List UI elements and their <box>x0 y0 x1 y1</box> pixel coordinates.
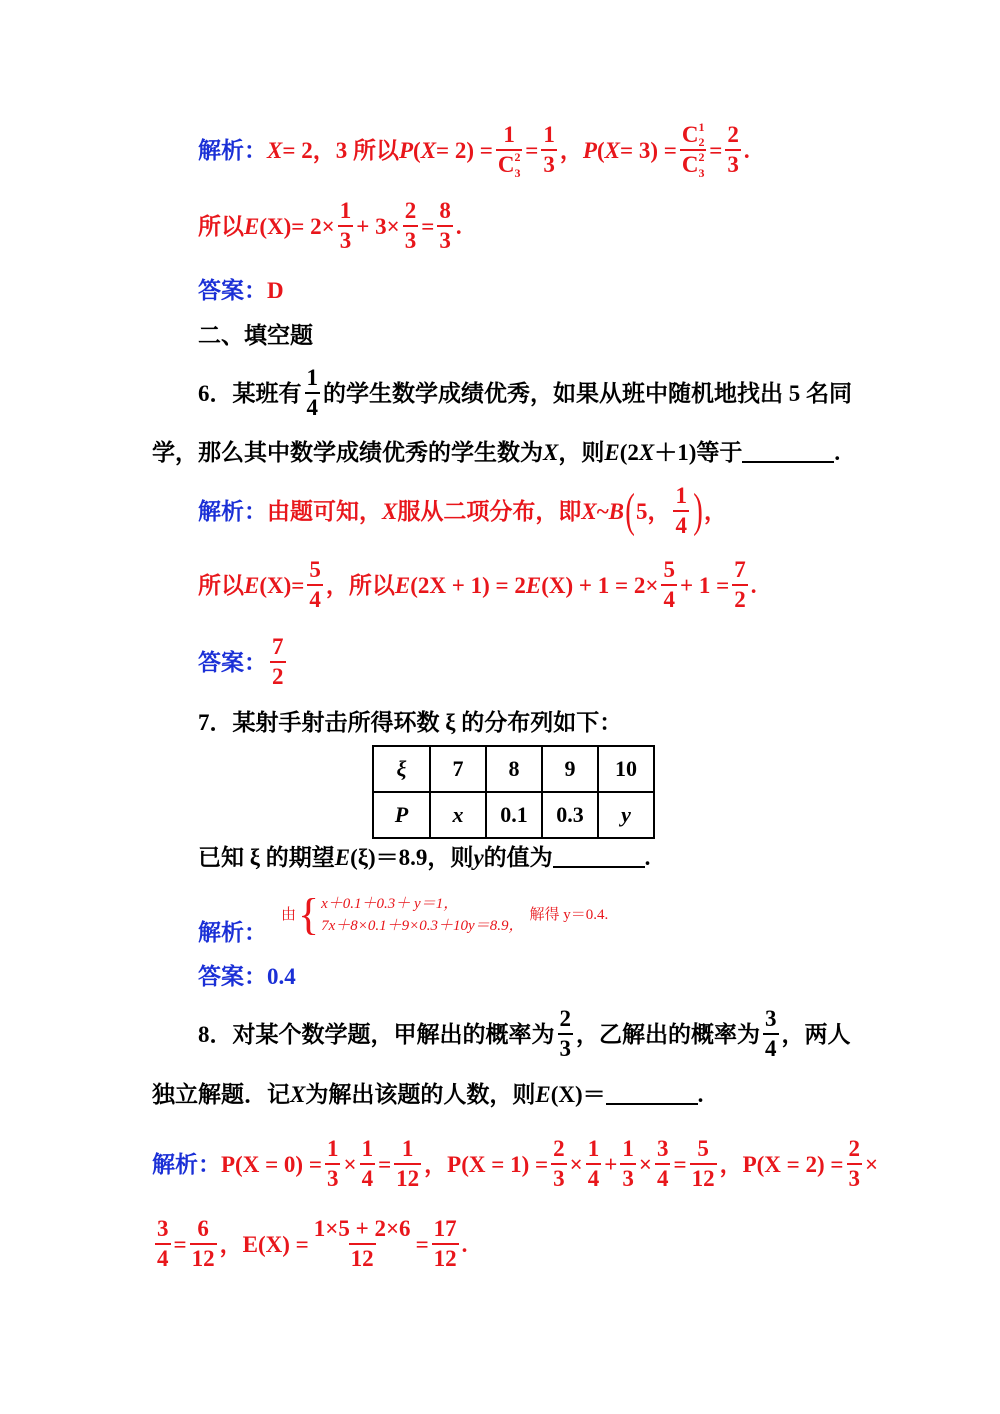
fraction <box>661 558 677 612</box>
table-cell: y <box>598 792 654 838</box>
q8-jiexi-line-2 <box>152 1215 467 1273</box>
q7-intro <box>198 708 622 736</box>
fraction <box>190 1217 217 1271</box>
numerator: 1 <box>401 1135 414 1161</box>
text: 独立解题．记 <box>152 1081 290 1107</box>
var-p: P <box>582 137 597 163</box>
times: × <box>569 1151 583 1177</box>
period: . <box>644 844 651 870</box>
text: ＋1)等于 <box>654 439 743 465</box>
denominator: 12 <box>190 1243 217 1271</box>
times: × <box>343 1151 357 1177</box>
answer-value: D <box>267 277 284 303</box>
denominator: 12 <box>394 1163 421 1191</box>
text: + 1 = <box>679 572 730 598</box>
q7-known <box>198 843 650 871</box>
answer-label: 答案： <box>198 649 267 675</box>
comb-c: C <box>681 152 699 177</box>
denominator: 3 <box>725 149 741 177</box>
q6-line-1 <box>198 364 852 420</box>
plus: + <box>604 1151 618 1177</box>
var-b: B <box>608 498 624 524</box>
numerator: 3 <box>656 1135 669 1161</box>
answer-blank <box>606 1083 698 1105</box>
q5-answer <box>198 277 284 303</box>
var-x: X <box>638 439 655 465</box>
jiexi-label: 解析： <box>198 137 267 163</box>
equation: x＋0.1＋0.3＋ y＝1， <box>321 895 459 912</box>
period: . <box>834 439 841 465</box>
var-p: P <box>398 137 414 163</box>
q8-jiexi-line-1 <box>152 1137 878 1191</box>
numerator: 7 <box>272 633 284 659</box>
fraction <box>558 1007 574 1061</box>
numerator: 1×5 + 2×6 <box>313 1215 411 1241</box>
jiexi-label: 解析： <box>198 920 267 945</box>
q5-jiexi-line-2 <box>198 197 462 253</box>
numerator: 1 <box>326 1135 339 1161</box>
fraction <box>394 1137 421 1191</box>
denominator: 3 <box>551 1163 567 1191</box>
text: 已知 ξ 的期望 <box>198 844 335 870</box>
fraction <box>680 119 706 180</box>
text: 所以 <box>198 213 244 239</box>
denominator: 4 <box>360 1163 376 1191</box>
q6-jiexi-line-2 <box>198 556 757 612</box>
equation-system <box>321 893 523 938</box>
denominator: 12 <box>349 1243 376 1271</box>
var-e: E <box>244 213 260 239</box>
numerator: 1 <box>543 121 555 147</box>
fraction <box>307 558 323 612</box>
fraction <box>325 1137 341 1191</box>
fraction <box>586 1137 602 1191</box>
fraction <box>403 199 419 253</box>
equation: 7x＋8×0.1＋9×0.3＋10y＝8.9， <box>321 918 524 934</box>
q8-line-1 <box>198 1005 851 1061</box>
var-e: E <box>334 844 351 870</box>
numerator: 5 <box>309 556 321 582</box>
fraction <box>620 1137 636 1191</box>
table-cell: 10 <box>598 746 654 792</box>
numerator: 1 <box>587 1135 600 1161</box>
var-e: E <box>535 1081 551 1107</box>
table-cell: 0.1 <box>486 792 542 838</box>
comma: ， <box>559 137 583 163</box>
times: × <box>865 1151 879 1177</box>
text: = 2) = <box>436 137 493 163</box>
period: . <box>697 1081 704 1107</box>
text: ~ <box>596 498 609 524</box>
sub: 3 <box>514 165 521 180</box>
var-y: y <box>473 844 484 870</box>
text: 由 <box>281 906 297 923</box>
q6-jiexi-line-1 <box>198 482 727 538</box>
q8-line-2 <box>152 1080 703 1108</box>
text: 由题可知， <box>267 498 382 524</box>
text: P(X = 2) = <box>742 1151 844 1177</box>
var-x: X <box>420 137 437 163</box>
numerator: 5 <box>663 556 675 582</box>
denominator: 3 <box>325 1163 341 1191</box>
table-row <box>373 792 654 838</box>
eq: = <box>525 137 539 163</box>
fraction <box>305 366 321 420</box>
text: (X) <box>259 572 292 598</box>
jiexi-label: 解析： <box>198 498 267 524</box>
right-paren: ) <box>693 484 703 537</box>
numerator: 1 <box>339 197 352 223</box>
denominator: 3 <box>541 149 557 177</box>
fraction <box>673 484 689 538</box>
denominator <box>496 149 522 180</box>
text: = 2× <box>291 213 335 239</box>
section-title <box>198 322 313 348</box>
numerator <box>680 119 706 150</box>
eq: = <box>378 1151 392 1177</box>
comma: ， <box>703 498 727 524</box>
answer-blank <box>742 441 834 463</box>
period: . <box>461 1231 468 1257</box>
var-e: E <box>244 572 260 598</box>
denominator: 4 <box>307 584 323 612</box>
table-cell: 7 <box>430 746 486 792</box>
var-e: E <box>525 572 542 598</box>
numerator: 3 <box>157 1215 169 1241</box>
q7-answer <box>198 962 296 990</box>
fraction <box>732 558 748 612</box>
var-x: X <box>382 498 398 524</box>
numerator: 6 <box>197 1215 209 1241</box>
period: . <box>743 137 750 163</box>
eq: = <box>421 213 435 239</box>
comma: ， <box>424 1151 448 1177</box>
denominator: 3 <box>437 225 453 253</box>
numerator: 1 <box>622 1135 634 1161</box>
fraction <box>496 121 522 180</box>
text: (ξ)＝8.9，则 <box>350 844 474 870</box>
text: P(X = 1) = <box>447 1151 549 1177</box>
eq: = <box>173 1231 187 1257</box>
text: 学，那么其中数学成绩优秀的学生数为 <box>152 439 543 465</box>
table-cell: x <box>430 792 486 838</box>
text: = 2，3 所以 <box>282 137 399 163</box>
text: (X) <box>259 213 292 239</box>
denominator: 4 <box>305 392 321 420</box>
var-e: E <box>604 439 620 465</box>
text: 的值为 <box>483 844 553 870</box>
denominator: 3 <box>403 225 419 253</box>
denominator: 4 <box>661 584 677 612</box>
fraction <box>437 199 453 253</box>
denominator: 3 <box>558 1033 574 1061</box>
text: ，所以 <box>325 572 395 598</box>
table-row <box>373 746 654 792</box>
answer-fraction <box>270 635 286 689</box>
table-cell: 0.3 <box>542 792 598 838</box>
fraction <box>655 1137 671 1191</box>
fraction <box>360 1137 376 1191</box>
text: (2 <box>619 439 639 465</box>
numerator: 1 <box>675 482 687 508</box>
table-cell: 9 <box>542 746 598 792</box>
text: ，则 <box>558 439 605 465</box>
q5-jiexi-line-1 <box>198 119 750 180</box>
text: (2X + 1) = 2 <box>410 572 526 598</box>
numerator: 2 <box>559 1005 571 1031</box>
text: P(X = 0) = <box>221 1151 322 1177</box>
fraction <box>541 123 557 177</box>
denominator: 2 <box>270 661 286 689</box>
eq: = <box>709 137 723 163</box>
numerator: 17 <box>433 1215 457 1241</box>
fraction <box>338 199 354 253</box>
numerator: 2 <box>404 197 417 223</box>
comma: ， <box>719 1151 743 1177</box>
numerator: 3 <box>765 1005 777 1031</box>
denominator: 4 <box>763 1033 779 1061</box>
eq: = <box>673 1151 687 1177</box>
table-cell: ξ <box>373 746 430 792</box>
numerator: 1 <box>361 1135 374 1161</box>
text: = 3) = <box>619 137 677 163</box>
numerator: 1 <box>503 121 515 147</box>
denominator: 3 <box>338 225 354 253</box>
text: 所以 <box>198 572 244 598</box>
answer-label: 答案： <box>198 963 267 989</box>
table-cell: P <box>373 792 430 838</box>
fraction <box>155 1217 171 1271</box>
numerator: 7 <box>734 556 746 582</box>
text: 为解出该题的人数，则 <box>305 1081 536 1107</box>
denominator: 4 <box>655 1163 671 1191</box>
text: ，乙解出的概率为 <box>576 1021 760 1047</box>
q7-jiexi <box>198 886 608 944</box>
section-title-text: 二、填空题 <box>198 322 313 348</box>
text: 5， <box>635 498 671 524</box>
text: 服从二项分布，即 <box>397 498 582 524</box>
denominator: 4 <box>586 1163 602 1191</box>
denominator: 2 <box>732 584 748 612</box>
numerator: 2 <box>848 1135 861 1161</box>
period: . <box>455 213 462 239</box>
text: 8．对某个数学题，甲解出的概率为 <box>198 1021 555 1047</box>
text: 的学生数学成绩优秀，如果从班中随机地找出 5 名同 <box>323 380 852 406</box>
sup: 2 <box>698 150 705 164</box>
fraction <box>690 1137 717 1191</box>
text: (X) + 1 = 2× <box>541 572 659 598</box>
denominator: 12 <box>690 1163 717 1191</box>
answer-value: 0.4 <box>267 963 296 989</box>
var-x: X <box>581 498 597 524</box>
text: = <box>291 572 305 598</box>
fraction <box>847 1137 863 1191</box>
text: ，两人 <box>781 1021 851 1047</box>
var-x: X <box>267 137 283 163</box>
numerator: 1 <box>306 364 318 390</box>
var-x: X <box>543 439 559 465</box>
answer-label: 答案： <box>198 277 267 303</box>
period: . <box>750 572 757 598</box>
text: ( <box>596 137 605 163</box>
left-brace: { <box>298 890 320 939</box>
text: 6．某班有 <box>198 380 302 406</box>
numerator: 2 <box>727 121 739 147</box>
q6-line-2 <box>152 438 840 466</box>
text: (X)＝ <box>550 1081 606 1107</box>
eq: = <box>415 1231 429 1257</box>
fraction <box>432 1217 459 1271</box>
numerator: 2 <box>553 1135 565 1161</box>
jiexi-label: 解析： <box>152 1151 221 1177</box>
var-e: E <box>394 572 411 598</box>
comma: ， <box>219 1231 243 1257</box>
text: ( <box>413 137 421 163</box>
text: E(X) = <box>242 1231 309 1257</box>
numerator: 8 <box>439 197 451 223</box>
denominator: 3 <box>847 1163 863 1191</box>
denominator: 4 <box>155 1243 171 1271</box>
q6-answer <box>198 633 289 689</box>
fraction <box>763 1007 779 1061</box>
sub: 3 <box>698 165 705 180</box>
denominator: 4 <box>673 510 689 538</box>
sup: 2 <box>514 150 521 164</box>
denominator <box>680 149 706 180</box>
table-cell: 8 <box>486 746 542 792</box>
denominator: 12 <box>432 1243 459 1271</box>
sub: 2 <box>698 135 705 150</box>
denominator: 3 <box>620 1163 636 1191</box>
solution-text: 解得 y＝0.4. <box>529 906 609 923</box>
comb-c: C <box>681 121 699 147</box>
times: × <box>638 1151 652 1177</box>
numerator: 5 <box>697 1135 709 1161</box>
answer-blank <box>553 846 645 868</box>
text: + 3× <box>356 213 400 239</box>
fraction <box>551 1137 567 1191</box>
fraction <box>725 123 741 177</box>
var-x: X <box>290 1081 306 1107</box>
left-paren: ( <box>625 484 635 537</box>
fraction <box>312 1217 413 1271</box>
comb-c: C <box>497 152 515 177</box>
var-x: X <box>604 137 620 163</box>
distribution-table <box>372 745 655 839</box>
sup: 1 <box>698 119 705 134</box>
text: 7．某射手射击所得环数 ξ 的分布列如下： <box>198 709 623 735</box>
